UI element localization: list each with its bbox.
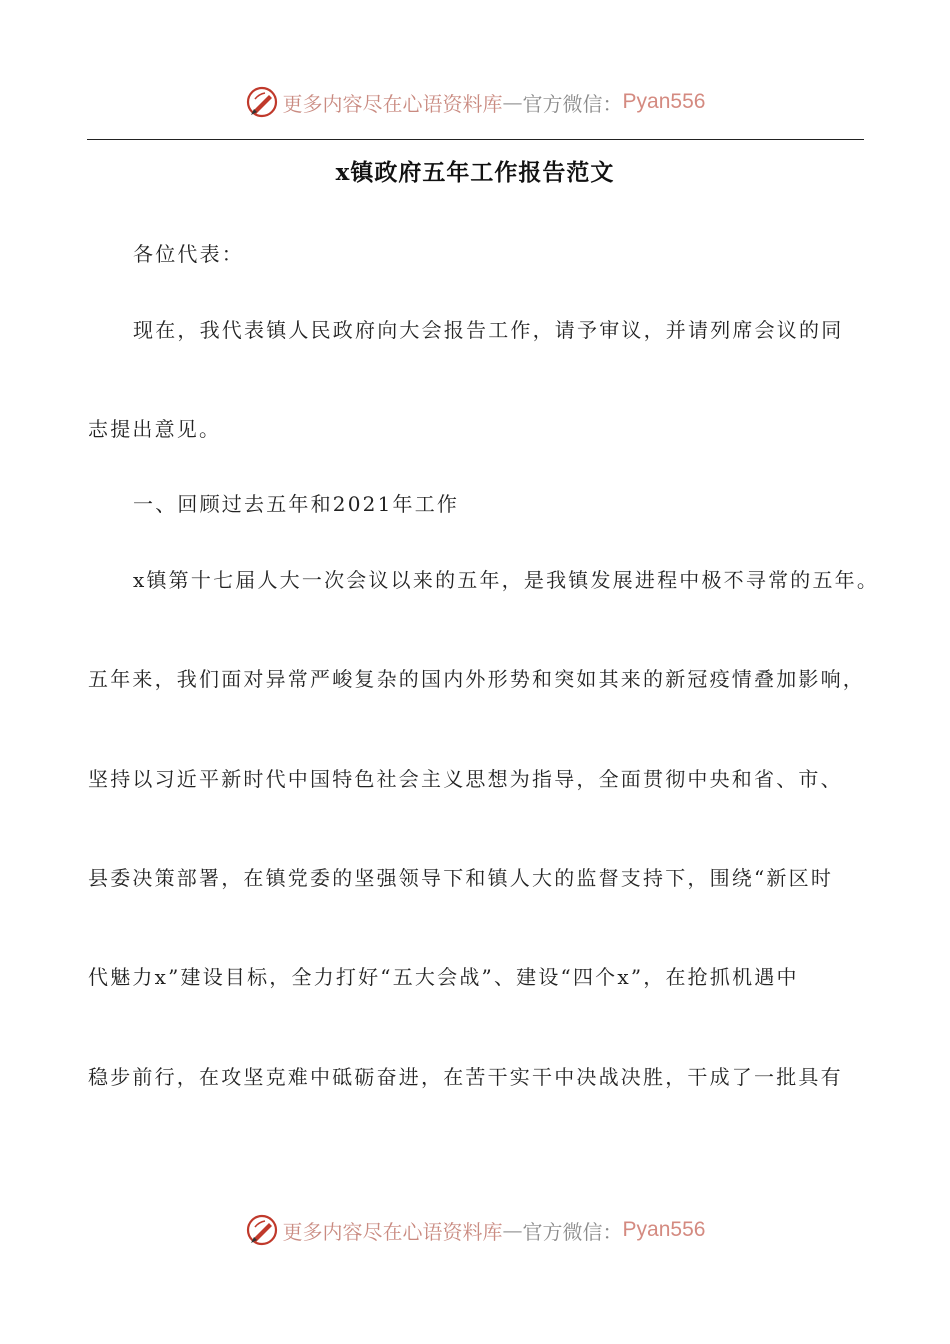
watermark-brand: 更多内容尽在心语资料库: [282, 91, 503, 116]
body-line-7: 坚持以习近平新时代中国特色社会主义思想为指导，全面贯彻中央和省、市、: [88, 767, 843, 791]
watermark-wechat-label: 官方微信：: [522, 91, 623, 116]
watermark-account: Pyan556: [622, 1218, 706, 1241]
pen-logo-icon: [245, 1213, 279, 1247]
body-line-9: 代魅力x”建设目标，全力打好“五大会战”、建设“四个x”，在抢抓机遇中: [88, 965, 799, 989]
body-line-5: x镇第十七届人大一次会议以来的五年，是我镇发展进程中极不寻常的五年。: [133, 568, 880, 592]
body-line-2: 现在，我代表镇人民政府向大会报告工作，请予审议，并请列席会议的同: [133, 318, 844, 342]
document-title: x镇政府五年工作报告范文: [335, 159, 615, 186]
body-line-3: 志提出意见。: [88, 417, 222, 441]
body-line-1: 各位代表：: [133, 242, 244, 266]
watermark-dash: —: [502, 1218, 523, 1242]
footer-watermark: [0, 1208, 950, 1252]
body-line-8: 县委决策部署，在镇党委的坚强领导下和镇人大的监督支持下，围绕“新区时: [88, 866, 834, 890]
watermark-account: Pyan556: [622, 90, 706, 113]
body-line-10: 稳步前行，在攻坚克难中砥砺奋进，在苦干实干中决战决胜，干成了一批具有: [88, 1065, 843, 1089]
body-line-4: 一、回顾过去五年和2021年工作: [133, 492, 460, 516]
header-watermark: [0, 80, 950, 124]
watermark-dash: —: [502, 90, 523, 114]
header-divider: [87, 139, 864, 140]
watermark-brand: 更多内容尽在心语资料库: [282, 1219, 503, 1244]
pen-logo-icon: [245, 85, 279, 119]
body-line-6: 五年来，我们面对异常严峻复杂的国内外形势和突如其来的新冠疫情叠加影响，: [88, 667, 865, 691]
watermark-wechat-label: 官方微信：: [522, 1219, 623, 1244]
